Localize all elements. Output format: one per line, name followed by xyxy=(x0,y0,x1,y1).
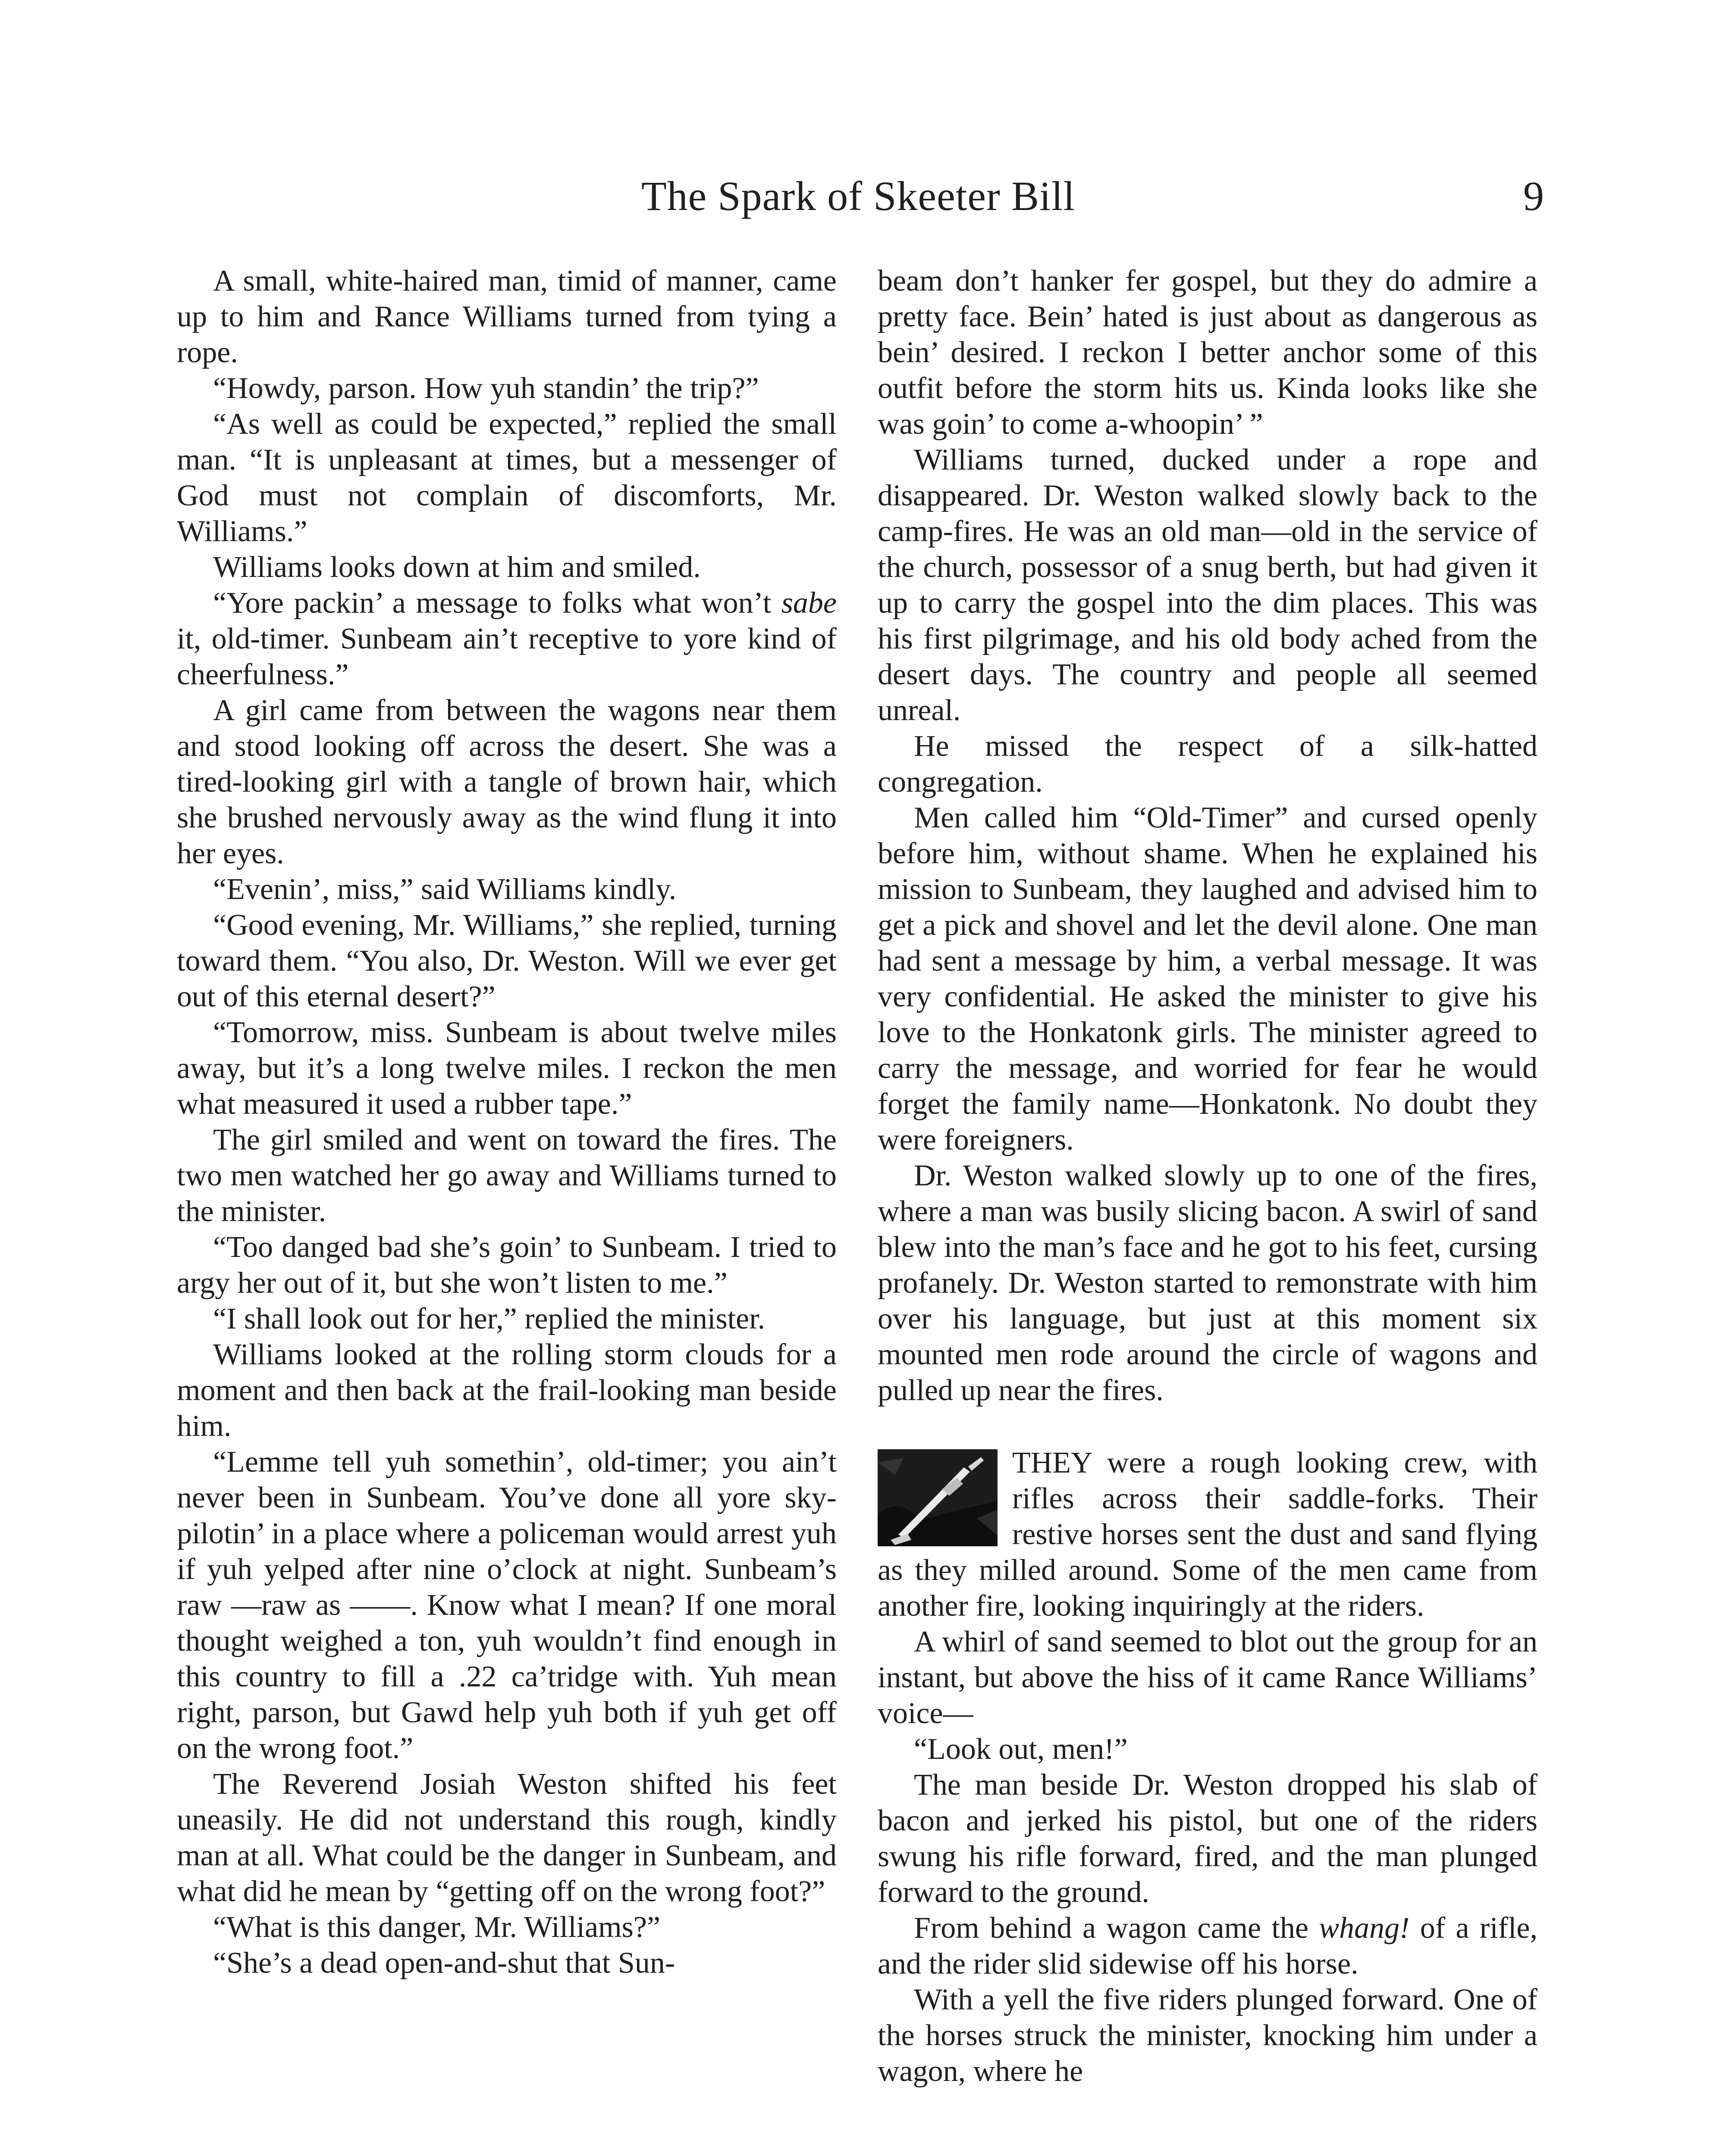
paragraph: Williams looked at the rolling storm clouds for a moment and then back at the frail-looking man beside him. xyxy=(177,1338,837,1443)
running-title: The Spark of Skeeter Bill xyxy=(641,173,1076,219)
paragraph: A whirl of sand seemed to blot out the group for an instant, but above the hiss of it came Rance Williams’ voice— xyxy=(878,1625,1537,1730)
text-span: of a rifle, and the rider slid sidewise off his horse. xyxy=(878,1912,1537,1981)
paragraph: The man beside Dr. Weston dropped his slab of bacon and jerked his pistol, but one of the riders swung his rifle forward, fired, and the man plunged forward to the ground. xyxy=(878,1768,1537,1909)
page-number: 9 xyxy=(1523,173,1544,219)
paragraph: Williams turned, ducked under a rope and disappeared. Dr. Weston walked slowly back to the camp-fires. He was an old man—old in the service of the church, possessor of a snug berth, but had given it up to carry the gospel into the dim places. This was his first pilgrimage, and his old body ached from the desert days. The country and people all seemed unreal. xyxy=(878,443,1537,727)
paragraph: “What is this danger, Mr. Williams?” xyxy=(213,1911,661,1944)
paragraph: “Lemme tell yuh somethin’, old-timer; you ain’t never been in Sunbeam. You’ve done all yore sky-pilotin’ in a place where a policeman would arrest yuh if yuh yelped after nine o’clock at night. Sunbeam’s raw —raw as ——. Know what I mean? If one moral thought weighed a ton, yuh wouldn’t find enough in this country to fill a .22 ca’tridge with. Yuh mean right, parson, but Gawd help yuh both if yuh get off on the wrong foot.” xyxy=(177,1445,837,1765)
section-opening xyxy=(878,1445,1537,1624)
paragraph: “Look out, men!” xyxy=(914,1733,1128,1766)
paragraph: “As well as could be expected,” replied the small man. “It is unpleasant at times, but a messenger of God must not complain of discomforts, Mr. Williams.” xyxy=(177,407,837,548)
right-column xyxy=(878,263,1537,2089)
paragraph: A small, white-haired man, timid of manner, came up to him and Rance Williams turned from tying a rope. xyxy=(177,264,837,369)
paragraph-continuation: beam don’t hanker fer gospel, but they do admire a pretty face. Bein’ hated is just about as dangerous as bein’ desired. I reckon I better anchor some of this outfit before the storm hits us. Kinda looks like she was goin’ to come a-whoopin’ ” xyxy=(878,264,1537,441)
page-header xyxy=(173,164,1544,229)
italic-word: sabe xyxy=(781,586,837,620)
section-break xyxy=(878,1408,1537,1445)
paragraph: “I shall look out for her,” replied the minister. xyxy=(213,1302,766,1335)
paragraph: He missed the respect of a silk-hatted congregation. xyxy=(878,730,1537,799)
left-column xyxy=(177,263,837,1981)
paragraph: Dr. Weston walked slowly up to one of the fires, where a man was busily slicing bacon. A swirl of sand blew into the man’s face and he got to his feet, cursing profanely. Dr. Weston started to remonstrate with him over his language, but just at this moment six mounted men rode around the circle of wagons and pulled up near the fires. xyxy=(878,1159,1537,1407)
rifle-vignette-icon xyxy=(878,1449,998,1546)
text-span: it, old-timer. Sunbeam ain’t receptive to yore kind of cheerfulness.” xyxy=(177,622,837,691)
paragraph: Men called him “Old-Timer” and cursed openly before him, without shame. When he explained his mission to Sunbeam, they laughed and advised him to get a pick and shovel and let the devil alone. One man had sent a message by him, a verbal message. It was very confidential. He asked the minister to give his love to the Honkatonk girls. The minister agreed to carry the message, and worried for fear he would forget the family name—Honkatonk. No doubt they were foreigners. xyxy=(878,801,1537,1156)
text-span: From behind a wagon came the xyxy=(914,1912,1319,1945)
paragraph: “Evenin’, miss,” said Williams kindly. xyxy=(213,873,677,906)
paragraph: The girl smiled and went on toward the fires. The two men watched her go away and Williams turned to the minister. xyxy=(177,1123,837,1228)
paragraph: “Tomorrow, miss. Sunbeam is about twelve miles away, but it’s a long twelve miles. I reckon the men what measured it used a rubber tape.” xyxy=(177,1016,837,1121)
paragraph: “Too danged bad she’s goin’ to Sunbeam. I tried to argy her out of it, but she won’t listen to me.” xyxy=(177,1231,837,1300)
paragraph: “Howdy, parson. How yuh standin’ the trip?” xyxy=(213,372,759,405)
italic-word: whang! xyxy=(1319,1912,1410,1945)
paragraph xyxy=(878,1910,1537,1982)
paragraph: Williams looks down at him and smiled. xyxy=(213,551,701,584)
paragraph: “Good evening, Mr. Williams,” she replied, turning toward them. “You also, Dr. Weston. Will we ever get out of this eternal desert?” xyxy=(177,909,837,1013)
dropcap-paragraph: THEY were a rough looking crew, with rifles across their saddle-forks. Their restive horses sent the dust and sand flying as they milled around. Some of the men came from another fire, looking inquiringly at the riders. xyxy=(878,1446,1537,1623)
text-span: “Yore packin’ a message to folks what won’t xyxy=(213,586,781,620)
paragraph: With a yell the five riders plunged forward. One of the horses struck the minister, knocking him under a wagon, where he xyxy=(878,1983,1537,2088)
paragraph: A girl came from between the wagons near them and stood looking off across the desert. She was a tired-looking girl with a tangle of brown hair, which she brushed nervously away as the wind flung it into her eyes. xyxy=(177,694,837,870)
paragraph xyxy=(177,585,837,693)
paragraph: “She’s a dead open-and-shut that Sun- xyxy=(213,1946,675,1980)
paragraph: The Reverend Josiah Weston shifted his feet uneasily. He did not understand this rough, kindly man at all. What could be the danger in Sunbeam, and what did he mean by “getting off on the wrong foot?” xyxy=(177,1767,837,1908)
